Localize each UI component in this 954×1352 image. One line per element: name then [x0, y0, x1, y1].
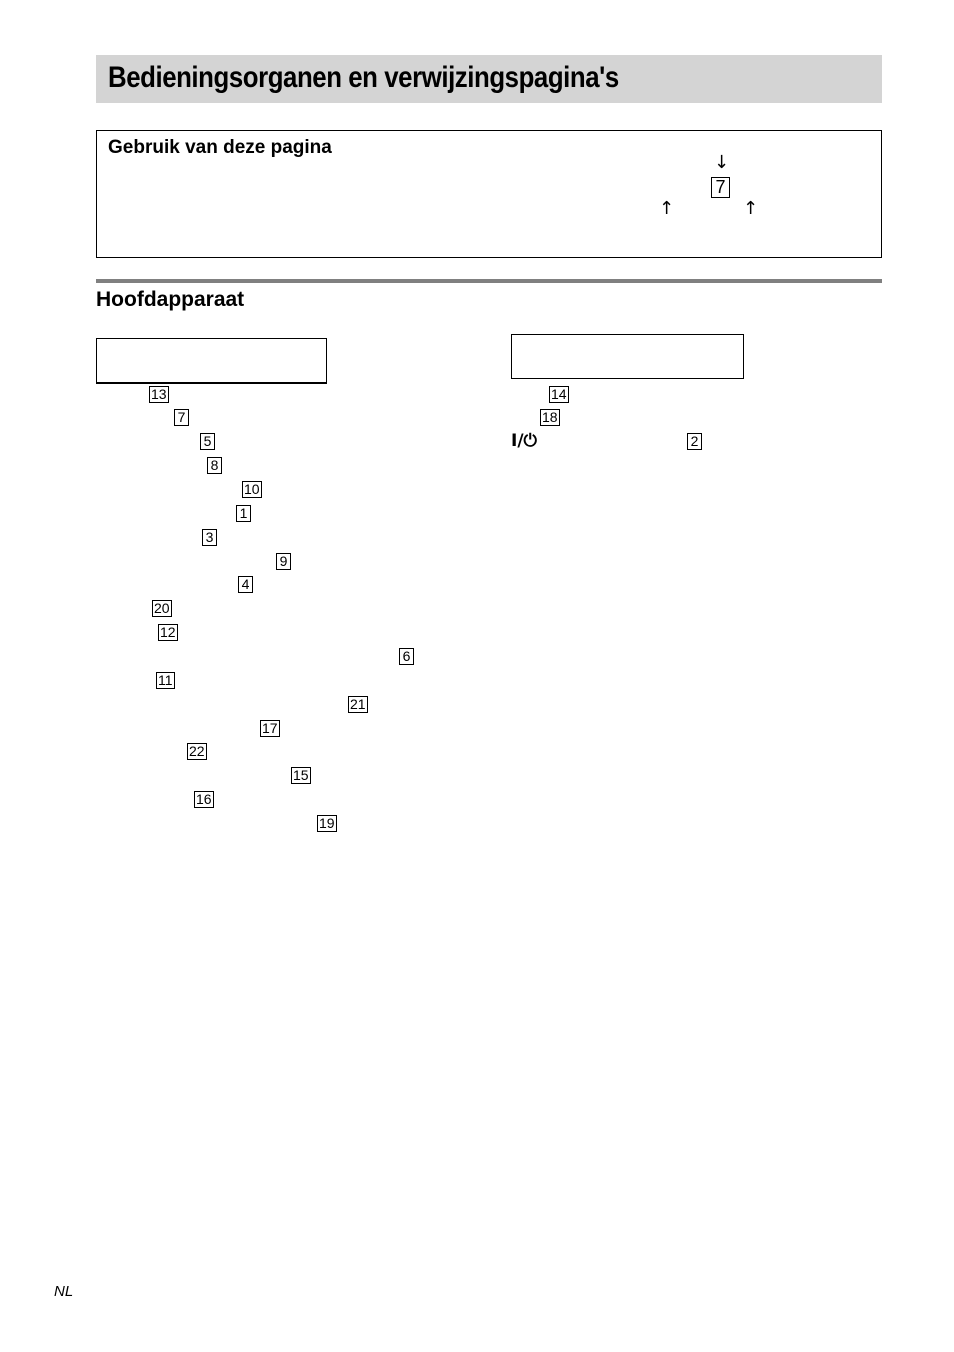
usage-box [96, 130, 882, 258]
page-ref-number: 10 [244, 481, 260, 497]
page-ref-number: 21 [350, 696, 366, 712]
page-ref-number: 1 [236, 505, 251, 522]
page-ref-number: 18 [542, 409, 558, 425]
section-heading: Hoofdapparaat [96, 288, 245, 311]
page-ref-number: 2 [687, 433, 702, 450]
page-ref-number: 20 [154, 600, 170, 616]
page-title: Bedieningsorganen en verwijzingspagina's [108, 61, 619, 94]
page-ref-number: 5 [200, 433, 215, 450]
page-ref-number: 17 [262, 720, 278, 736]
label-box-right [511, 334, 744, 379]
page-ref-number: 9 [276, 553, 291, 570]
page-ref-number: 15 [293, 767, 309, 783]
section-divider [96, 279, 882, 283]
title-bar [96, 55, 882, 103]
arrow-down-icon: ↓ [714, 152, 730, 173]
language-mark: NL [54, 1283, 74, 1300]
page-ref-number: 4 [238, 576, 253, 593]
page-ref-number: 3 [202, 529, 217, 546]
page-ref-number: 12 [160, 624, 176, 640]
page-ref-number: 8 [207, 457, 222, 474]
page-ref-number: 13 [151, 386, 167, 402]
arrow-up-icon: ↑ [659, 198, 675, 219]
page-ref-number: 6 [399, 648, 414, 665]
usage-heading: Gebruik van deze pagina [108, 137, 332, 158]
power-icon: I/⏻ [511, 431, 537, 451]
usage-example-number: 7 [711, 177, 730, 198]
page-ref-number: 7 [174, 409, 189, 426]
page-ref-number: 16 [196, 791, 212, 807]
arrow-up-icon: ↑ [743, 198, 759, 219]
label-box-left [96, 338, 327, 384]
page-ref-number: 22 [189, 743, 205, 759]
page-ref-number: 19 [319, 815, 335, 831]
page-ref-number: 14 [551, 386, 567, 402]
page-ref-number: 11 [158, 672, 173, 688]
